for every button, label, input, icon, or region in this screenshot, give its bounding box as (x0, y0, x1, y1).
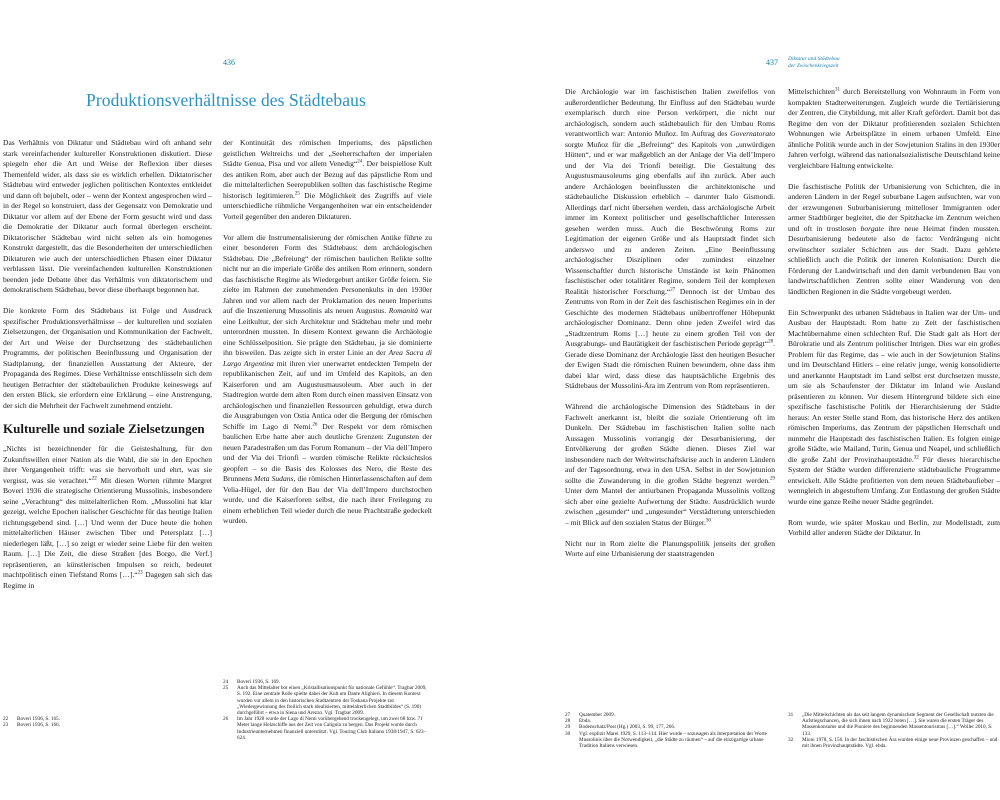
footnote-ref: 32 (913, 454, 919, 460)
paragraph: Die Archäologie war im faschistischen Italien zweifellos von außerordentlicher Bedeutung. Ihr Einfluss auf den Städtebau wurde exemplarisch durch eine Person verkörpert, die nicht nur archäologisch, sondern auch städtebaulich für den Umbau Roms verantwortlich war: Antonio Muñoz. Im Auftrag des Governatorato sorgte Muñoz für die „Befreiung“ des Kapitols von „unwürdigen Hütten“, und er war maßgeblich an der Anlage der Via dell’Impero und der Via dei Trionfi beteiligt. Die Gestaltung des Augustusmausoleums ging ebenfalls auf ihn zurück. Aber auch andere Archäologen beeinflussten die architektonische und städtebauliche Diskussion erheblich – darunter Italo Gismondi. Allerdings darf nicht übersehen werden, dass archäologische Arbeit immer im Kontext politischer und gesellschaftlicher Interessen gesehen werden muss. Auch die Beschwörung Roms zur Legitimation der eigenen Größe und als Hauptstadt findet sich anderswo und zu anderen Zeiten. „Eine Beeinflussung archäologischer Disziplinen oder zumindest einzelner Wissenschaftler durch historische Umstände ist kein Phänomen faschistischer oder totalitärer Regime, sondern Teil der komplexen Realität historischer Forschung.“$^{27}$ Dennoch ist der Umbau des Zentrums von Rom in der Zeit des faschistischen Regimes ein in der Geschichte des modernen Städtebaus unübertroffener Höhepunkt archäologischer Dominanz. Denn ohne jeden Zweifel wird das „Stadtzentrum Roms […] heute zu einem großen Teil von der Ausgrabungs- und Bautätigkeit der faschistischen Periode geprägt“$^{28}$. Gerade diese Dominanz der Archäologie lässt den heutigen Besucher der Ewigen Stadt die römischen Ruinen bewundern, ohne dass ihm dabei klar wird, dass diese das hauptsächliche Ergebnis des Städtebaus der Mussolini-Ära im Zentrum von Rom repräsentieren. (565, 87, 775, 390)
footnote: 29 Bodenschatz/Post (Hg.) 2003, S. 99, 177, 266. (565, 724, 676, 731)
footnote-ref: 24 (357, 159, 363, 165)
footnote: 30 Vgl. explizit Marei 1929, S. 113–114. Hier wurde – sozusagen als Interpretation der Worte Mussolinis über die Notwendigkeit, „die Städte zu räumen“ – auf die einzigartige urbane Tradition Italiens verwiesen. (565, 730, 767, 750)
running-head: Diktatur und Städtebau der Zwischenkriegszeit (788, 56, 840, 69)
paragraph: Das Verhältnis von Diktatur und Städtebau wird oft anhand sehr stark vereinfachender kultureller Konstruktionen diskutiert. Diese spiegeln eher die Art und Weise der Reflexion über dieses Themenfeld wider, als dass sie es wirklich erhellen. Diktatorischer Städtebau wird entweder jeglichen politischen Kontextes entkleidet und dann oft bejubelt, oder – wenn der Kontext angesprochen wird – in der Regel so konstruiert, dass der Gegensatz von Demokratie und Diktatur vor allem auf der Ebene der Form gesucht wird und dass die Demokratie der Diktatur auch formal überlegen erscheint. Diktatorischer Städtebau wird nicht selten als ein homogenes Konstrukt dargestellt, das die Besonderheiten der unterschiedlichen Diktaturen wie auch der unterschiedlichen Phasen einer Diktatur verblassen lässt. Die vereinfachenden kulturellen Konstruktionen beenden jede Debatte über das Verhältnis von diktatorischem und demokratischem Städtebau, bevor diese überhaupt begonnen hat. (3, 138, 212, 294)
footnote: 31 „Die Mittelschichten als das seit langem dynamischste Segment der Gesellschaft nutzten die Aufstiegschancen, die sich ihnen nach 1922 boten […]. Sie waren die ersten Träger des Massenkonsums und die Pioniere des beginnenden Massentourismus […].“ Woller 2010, S. 133. (788, 712, 994, 737)
paragraph: Die konkrete Form des Städtebaus ist Folge und Ausdruck spezifischer Produktionsverhältnisse – der kulturellen und sozialen Zielsetzungen, der Organisation und Kommunikation der Fachwelt, der Art und Weise der Durchsetzung des städtebaulichen Programms, der politischen Beeinflussung und Organisation der Stadtplanung, der finanziellen Ausstattung der Akteure, der Propaganda des Regimes. Diese Verhältnisse entschlüsseln sich dem heutigen Betrachter der städtebaulichen Produkte keineswegs auf den ersten Blick, sie erfordern eine Erklärung – eine Anstrengung, der sich die Mehrheit der Fachwelt zunehmend entzieht. (3, 306, 212, 410)
paragraph: Ein Schwerpunkt des urbanen Städtebaus in Italien war der Um- und Ausbau der Hauptstadt. Rom hatte zu Zeit der faschistischen Machtübernahme einen schlechten Ruf. Die Stadt galt als Hort der Bürokratie und als Zentrum politischer Intrigen. Dies war ein großes Problem für das Regime, das – wie auch in der Sowjetunion Stalins und im Deutschland Hitlers – eine relativ junge, wenig konsolidierte und anerkannte Hauptstadt im Land selbst erst durchsetzen musste, um sie als Schaufenster der Diktatur im Inland wie Ausland präsentieren zu können. Vor diesem Hintergrund bildete sich eine spezifische faschistische Politik der Hierarchisierung der Städte heraus: An erster Stelle stand Rom, das historische Herz des antiken römischen Imperiums, das Zentrum der päpstlichen Herrschaft und nunmehr die Hauptstadt des faschistischen Italien. Es folgten einige große Städte, wie Mailand, Turin, Genua und Neapel, und schließlich die große Zahl der Provinzhauptstädte.$^{32}$ Für dieses hierarchische System der Städte wurden differenzierte städtebauliche Programme entwickelt. Alle Städte profitierten von dem neuen Städtebaufieber – wenngleich in abgestuftem Umfang. Zur Entlastung der großen Städte wurde eine ganze Reihe neuer Städte gegründet. (788, 307, 1000, 506)
footnote: 28 Ebda. (565, 718, 591, 725)
footnote: 25 Auch das Mittelalter bot einen „Kristallisationspunkt für nationale Gefühle“. Tragbar 2009, S. 192. Eine zentrale Rolle spielte dabei der Kult um Dante Alighieri. In diesem Kontext wurden vor allem in den historischen Stadtzentren der Toskana Projekte zur „Wiedergewinnung des freilich stark idealisierten, mittelalterlichen Stadtbildes“ (S. 190) durchgeführt – etwa in Siena und Arezzo. Vgl. Tragbar 2009. (223, 685, 427, 717)
footnote: 26 Im Jahr 1928 wurde der Lago di Nemi vorübergehend trockengelegt, um zwei 68 bzw. 71 Meter lange Holzschiffe aus der Zeit von Caligula zu bergen. Das Projekt wurde durch Industrieunternehmen finanziell unterstützt. Vgl. Touring Club Italiano 1938/1947, S. 623–624. (223, 716, 427, 741)
paragraph: Mittelschichten$^{31}$ durch Bereitstellung von Wohnraum in Form von kompakten Stadterweiterungen. Zugleich wurde die Tertiärisierung der Zentren, die Citybildung, mit aller Kraft gefördert. Damit bot das Regime den von der Diktatur profitierenden sozialen Schichten Wohnungen wie Arbeitsplätze in einem urbanen Umfeld. Eine ähnliche Politik wurde auch in der Sowjetunion Stalins in den 1930er Jahren verfolgt, während das nationalsozialistische Deutschland keine vergleichbare Haltung entwickelte. (788, 87, 1000, 170)
page-number-left: 436 (223, 58, 235, 67)
footnote-ref: 23 (137, 570, 143, 576)
footnotes-column-4 (788, 712, 1000, 749)
text-column-1 (3, 138, 212, 591)
footnote-ref: 29 (770, 475, 775, 481)
paragraph: Während die archäologische Dimension des Städtebaus in der Fachwelt anerkannt ist, bleibt die soziale Orientierung oft im Dunkeln. Der Städtebau im faschistischen Italien sollte nach Aussagen Mussolinis vorrangig der Desurbanisierung, der Entvölkerung der großen Städte dienen. Dieses Ziel war insbesondere nach der Weltwirtschaftskrise auch in anderen Ländern auf der Tagesordnung, etwa in den USA. Selbst in der Sowjetunion sollte die Zuwanderung in die großen Städte begrenzt werden.$^{29}$ Unter dem Mantel der antiurbanen Propaganda Mussolinis vollzog sich aber eine gezielte Aufwertung der Städte. Ausdrücklich wurde zwischen „gesunder“ und „ungesunder“ Verstädterung unterschieden – mit Blick auf den sozialen Status der Bürger.$^{30}$ (565, 402, 775, 527)
footnote-ref: 28 (768, 339, 774, 345)
paragraph: der Kontinuität des römischen Imperiums, des päpstlichen geistlichen Weltreichs und der „Seeherrschaften der imperialen Städte Genua, Pisa und vor allem Venedig“$^{24}$. Der beispiellose Kult des antiken Rom, aber auch der Bezug auf das päpstliche Rom und die mittelalterlichen Seerepubliken sollten das faschistische Regime historisch legitimieren.$^{25}$ Die Möglichkeit des Zugriffs auf viele unterschiedliche rühmliche Vergangenheiten war ein entscheidender Vorteil gegenüber den anderen Diktaturen. (223, 138, 432, 221)
footnote-ref: 26 (312, 421, 318, 427)
text-column-2 (223, 138, 432, 527)
paragraph: Nicht nur in Rom zielte die Planungspolitik jenseits der großen Worte auf eine Urbanisierung der staatstragenden (565, 538, 775, 558)
footnote: 32 Mioni 1978, S. 156. In der faschistischen Ära wurden einige neue Provinzen geschaffen – und mit ihnen Provinzhauptstädte. Vgl. ebda. (788, 736, 998, 750)
footnote: 24 Boveri 1936, S. 169. (223, 679, 280, 685)
footnote: 23 Boveri 1936, S. 166. (3, 722, 60, 729)
text-column-3 (565, 87, 775, 560)
paragraph: Die faschistische Politik der Urbanisierung von Schichten, die in anderen Ländern in der Regel suburbane Lagen aufsuchten, war von der erzwungenen Suburbanisierung mittelloser Immigranten oder armer Stadtbürger begleitet, die der Spitzhacke im Zentrum weichen und oft in trostlosen borgate ihre neue Heimat finden mussten. Desurbanisierung bedeutete also de facto: Verdrängung nicht erwünschter sozialer Schichten aus der Stadt. Dazu gehörte schließlich auch die Politik der inneren Kolonisation: Durch die Förderung der Landwirtschaft und den damit verbundenen Bau von landwirtschaftlichen Zentren sollte einer Wanderung von den ländlichen Regionen in die Städte vorgebeugt werden. (788, 181, 1000, 296)
footnote-ref: 30 (705, 517, 711, 523)
paragraph: Rom wurde, wie später Moskau und Berlin, zur Modellstadt, zum Vorbild aller anderen Städte der Diktatur. In (788, 517, 1000, 537)
footnote: 27 Quatember 2009. (565, 712, 616, 718)
chapter-title: Produktionsverhältnisse des Städtebaus (86, 90, 366, 110)
footnotes-column-1 (3, 716, 212, 728)
section-heading: Kulturelle und soziale Zielsetzungen (3, 421, 205, 436)
footnote: 22 Boveri 1936, S. 165. (3, 716, 60, 722)
footnote-ref: 22 (91, 475, 97, 481)
paragraph: Vor allem die Instrumentalisierung der römischen Antike führte zu einer besonderen Form des Städtebaus: dem archäologischen Städtebau. Die „Befreiung“ der römischen baulichen Relikte sollte nicht nur an die imperiale Größe des antiken Rom erinnern, sondern das faschistische Regime als Wiedergeburt antiker Größe feiern. Sie zielte im Rahmen der zunehmenden Personenkults in den 1930er Jahren und vor allem nach der Proklamation des neuen Imperiums auf die Inszenierung Mussolinis als neuen Augustus. Romanità war eine Leitkultur, der sich Architektur und Städtebau mehr und mehr unterordnen mussten. In diesem Kontext gewann die Archäologie eine Schlüsselposition. Sie prägte den Städtebau, ja sie dominierte ihn bisweilen. Das zeigte sich in erster Linie an der Area Sacra di Largo Argentina mit ihren vier unerwartet entdeckten Tempeln der republikanischen Zeit, auf und im Umfeld des Kapitols, an den Kaiserforen und am Augustusmausoleum. Aber auch in der Stadtregion wurde dem alten Rom durch einen massiven Einsatz von archäologischen und finanziellen Ressourcen gehuldigt, etwa durch die Ausgrabungen von Ostia Antica oder die Bergung der römischen Schiffe im Lago di Nemi.$^{26}$ Der Respekt vor dem römischen baulichen Erbe hatte aber auch deutliche Grenzen: Zugunsten der neuen Paradestraßen um das Forum Romanum – der Via dell’Impero und der Via dei Trionfi – wurden römische Relikte rücksichtslos geopfert – so die Basis des Kolosses des Nero, die Reste des Brunnens Meta Sudans, die römischen Hinterlassenschaften auf dem Velia-Hügel, der für den Bau der Via dell’Impero durchstochen wurde, und die Kaiserforen selbst, die nach ihrer Freilegung zu einem erheblichen Teil wieder durch die neue Prachtstraße gedeckelt wurden. (223, 232, 433, 525)
footnotes-column-3 (565, 712, 775, 749)
paragraph: „Nichts ist bezeichnender für die Geisteshaltung, für den Zukunftswillen einer Nation als die Wahl, die sie in den Epochen ihrer Vergangenheit trifft: was sie hervorholt und ehrt, was sie vergisst, was sie verachtet.“$^{22}$ Mit diesen Worten rühmte Margret Boveri 1936 die strategische Orientierung Mussolinis, insbesondere seine „Verachtung“ des mittelalterlichen Rom. „Mussolini hat klar gezeigt, welche Epochen italischer Geschichte für das heutige Italien richtungsgebend sind. […] Und wenn der Duce heute die hohen mittelalterlichen Häuser zwischen Tiber und Petersplatz […] niederlegen läßt, […] so zeigt er wieder seine Liebe für den weiten Raum. […] Die Zeit, die diese Straßen [des Borgo, die Verf.] repräsentieren, an künstlerischen Impulsen so reich, bedeutet machtpolitisch einen Tiefstand Roms […].“$^{23}$ Dagegen sah sich das Regime in (3, 444, 212, 590)
footnote-ref: 31 (834, 87, 840, 93)
footnotes-column-2 (223, 679, 432, 741)
footnote-ref: 25 (294, 190, 300, 196)
page-number-right: 437 (766, 58, 778, 67)
footnote-ref: 27 (670, 286, 676, 292)
text-column-4 (788, 87, 1000, 539)
